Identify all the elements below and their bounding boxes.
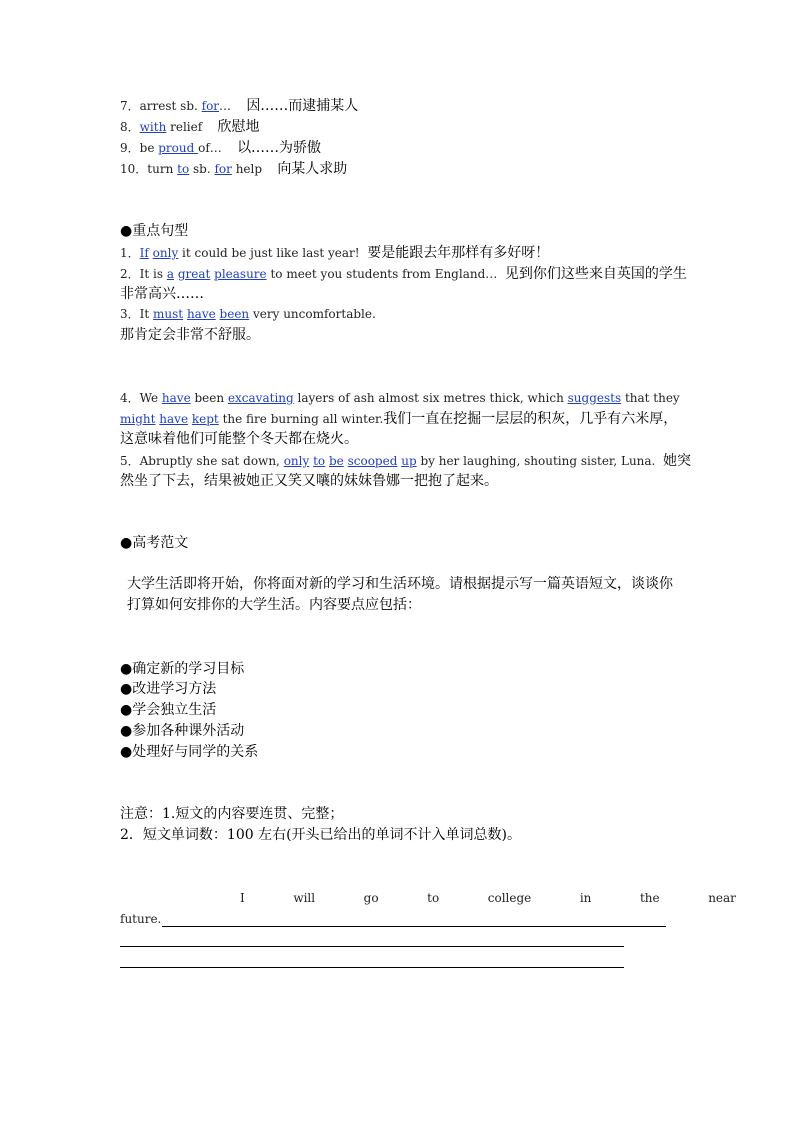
note-1: 注意：1.短文的内容要连贯、完整； bbox=[120, 806, 344, 822]
prompt-line-2: 打算如何安排你的大学生活。内容要点应包括： bbox=[127, 597, 421, 613]
blank-answer: excavating bbox=[227, 391, 294, 405]
sentence-2: 2．It is a great pleasure to meet you students from England… 见到你们这些来自英国的学生 bbox=[120, 266, 687, 282]
sentence-2-cont: 非常高兴…… bbox=[120, 286, 204, 302]
blank-answer: for bbox=[214, 162, 232, 176]
chinese-gloss: 以……为骄傲 bbox=[237, 140, 322, 156]
blank-answer: a bbox=[166, 267, 174, 281]
chinese-gloss: 向某人求助 bbox=[277, 161, 348, 177]
phrase-8: 8．with relief 欣慰地 bbox=[120, 119, 260, 135]
blank-answer: have bbox=[161, 391, 191, 405]
blank-answer: must bbox=[153, 307, 184, 321]
note-2: 2．短文单词数：100 左右(开头已给出的单词不计入单词总数)。 bbox=[120, 827, 522, 843]
blank-answer: be bbox=[328, 454, 344, 468]
item-number: 7． bbox=[120, 99, 140, 113]
section-heading-essay: ●高考范文 bbox=[120, 535, 189, 551]
blank-answer: have bbox=[186, 307, 216, 321]
sentence-5: 5．Abruptly she sat down, only to be scooped up by her laughing, shouting sister, Luna. 她突 bbox=[120, 453, 692, 469]
phrase-9: 9．be proud of… 以……为骄傲 bbox=[120, 140, 322, 156]
blank-answer: suggests bbox=[567, 391, 622, 405]
essay-opening-line: I will go to college in the near bbox=[240, 891, 736, 905]
blank-answer: scooped bbox=[347, 454, 398, 468]
blank-answer: for bbox=[201, 99, 220, 113]
item-number: 8． bbox=[120, 120, 140, 134]
chinese-translation: 见到你们这些来自英国的学生 bbox=[504, 266, 687, 282]
blank-answer: might bbox=[120, 412, 156, 426]
blank-answer: proud bbox=[158, 141, 199, 155]
point-1: ●确定新的学习目标 bbox=[120, 661, 245, 677]
blank-answer: pleasure bbox=[214, 267, 267, 281]
writing-line[interactable] bbox=[120, 967, 624, 968]
chinese-translation: 她突 bbox=[663, 453, 692, 469]
blank-answer: to bbox=[177, 162, 190, 176]
essay-opening-tail: future. bbox=[120, 912, 162, 926]
blank-answer: up bbox=[401, 454, 417, 468]
blank-answer: only bbox=[152, 246, 179, 260]
prompt-line-1: 大学生活即将开始，你将面对新的学习和生活环境。请根据提示写一篇英语短文，谈谈你 bbox=[127, 576, 673, 592]
point-2: ●改进学习方法 bbox=[120, 681, 217, 697]
chinese-translation: 要是能跟去年那样有多好呀！ bbox=[367, 245, 550, 261]
item-number: 10． bbox=[120, 162, 148, 176]
point-3: ●学会独立生活 bbox=[120, 702, 217, 718]
blank-answer: to bbox=[313, 454, 326, 468]
section-heading-sentences: ●重点句型 bbox=[120, 223, 189, 239]
sentence-3: 3．It must have been very uncomfortable. bbox=[120, 307, 376, 321]
writing-line[interactable] bbox=[162, 926, 666, 927]
blank-answer: have bbox=[159, 412, 189, 426]
blank-answer: only bbox=[283, 454, 310, 468]
sentence-4-cont: might have kept the fire burning all winter.我们一直在挖掘一层层的积灰，几乎有六米厚， bbox=[120, 411, 678, 427]
sentence-1: 1．If only it could be just like last year! 要是能跟去年那样有多好呀！ bbox=[120, 245, 550, 261]
sentence-5-translation: 然坐了下去，结果被她正又笑又嚷的妹妹鲁娜一把抱了起来。 bbox=[120, 473, 498, 489]
writing-line[interactable] bbox=[120, 946, 624, 947]
blank-answer: great bbox=[177, 267, 211, 281]
chinese-translation: 我们一直在挖掘一层层的积灰，几乎有六米厚， bbox=[383, 411, 678, 427]
essay-prompt bbox=[127, 574, 683, 616]
blank-answer: If bbox=[139, 246, 149, 260]
phrase-7: 7．arrest sb. for… 因……而逮捕某人 bbox=[120, 98, 359, 114]
chinese-gloss: 欣慰地 bbox=[217, 119, 260, 135]
point-5: ●处理好与同学的关系 bbox=[120, 744, 259, 760]
sentence-4: 4．We have been excavating layers of ash almost six metres thick, which suggests that they bbox=[120, 391, 680, 405]
point-4: ●参加各种课外活动 bbox=[120, 723, 245, 739]
chinese-gloss: 因……而逮捕某人 bbox=[246, 98, 359, 114]
blank-answer: kept bbox=[191, 412, 219, 426]
phrase-10: 10．turn to sb. for help 向某人求助 bbox=[120, 161, 348, 177]
sentence-4-translation: 这意味着他们可能整个冬天都在烧火。 bbox=[120, 431, 358, 447]
sentence-3-translation: 那肯定会非常不舒服。 bbox=[120, 327, 260, 343]
blank-answer: been bbox=[219, 307, 250, 321]
item-number: 9． bbox=[120, 141, 140, 155]
blank-answer: with bbox=[139, 120, 167, 134]
